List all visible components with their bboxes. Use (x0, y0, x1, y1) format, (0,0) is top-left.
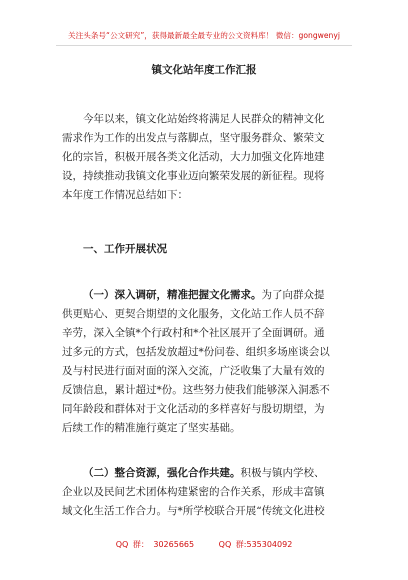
intro-line: 设，持续推动我镇文化事业迈向繁荣发展的新征程。现将 (62, 170, 325, 182)
subsection-1-line: 同年龄段和群体对于文化活动的多样喜好与殷切期望，为 (62, 403, 325, 415)
subsection-2-line: 域文化生活工作合力。与*所学校联合开展“传统文化进校 (62, 505, 325, 517)
header-divider (56, 45, 352, 46)
page-footer (0, 539, 408, 550)
subsection-1-line: 后续工作的精准施行奠定了坚实基础。 (62, 422, 241, 434)
document-title: 镇文化站年度工作汇报 (151, 64, 257, 76)
subsection-1-first-line (62, 286, 346, 305)
intro-line: 需求作为工作的出发点与落脚点，坚守服务群众、繁荣文 (62, 132, 325, 144)
subsection-1-paragraph (62, 286, 346, 438)
page-header: 关注头条号“公文研究”，获得最新最全最专业的公文资料库！ 微信：gongwenyj (68, 31, 340, 40)
footer-qq-group-1: QQ 群： 30265665 (115, 540, 195, 549)
subsection-2-line: 企业以及民间艺术团体构建紧密的合作关系，形成丰富镇 (62, 486, 325, 498)
subsection-2-first-line (62, 464, 346, 483)
subsection-1-line: 及与村民进行面对面的深入交流，广泛收集了大量有效的 (62, 365, 325, 377)
subsection-2-paragraph (62, 464, 346, 521)
subsection-1-heading: （一）深入调研，精准把握文化需求。 (83, 289, 262, 301)
subsection-2-heading: （二）整合资源，强化合作共建。 (83, 467, 241, 479)
subsection-1-line: 过多元的方式，包括发放超过*份问卷、组织多场座谈会以 (62, 346, 330, 358)
intro-line: 今年以来，镇文化站始终将满足人民群众的精神文化 (83, 113, 325, 125)
subsection-1-line: 反馈信息，累计超过*份。这些努力使我们能够深入洞悉不 (62, 384, 330, 396)
intro-line: 化的宗旨，积极开展各类文化活动，大力加强文化阵地建 (62, 151, 325, 163)
footer-qq-group-2: QQ 群:535304092 (218, 540, 293, 549)
subsection-1-line: 供更贴心、更契合期望的文化服务，文化站工作人员不辞 (62, 308, 325, 320)
intro-paragraph (62, 110, 346, 205)
subsection-1-line: 辛劳，深入全镇*个行政村和*个社区展开了全面调研。通 (62, 327, 325, 339)
subsection-1-first-line-rest: 为了向群众提 (261, 289, 325, 301)
section-heading-1: 一、工作开展状况 (83, 243, 167, 255)
intro-line: 本年度工作情况总结如下： (62, 189, 188, 201)
subsection-2-first-line-rest: 积极与镇内学校、 (240, 467, 325, 479)
